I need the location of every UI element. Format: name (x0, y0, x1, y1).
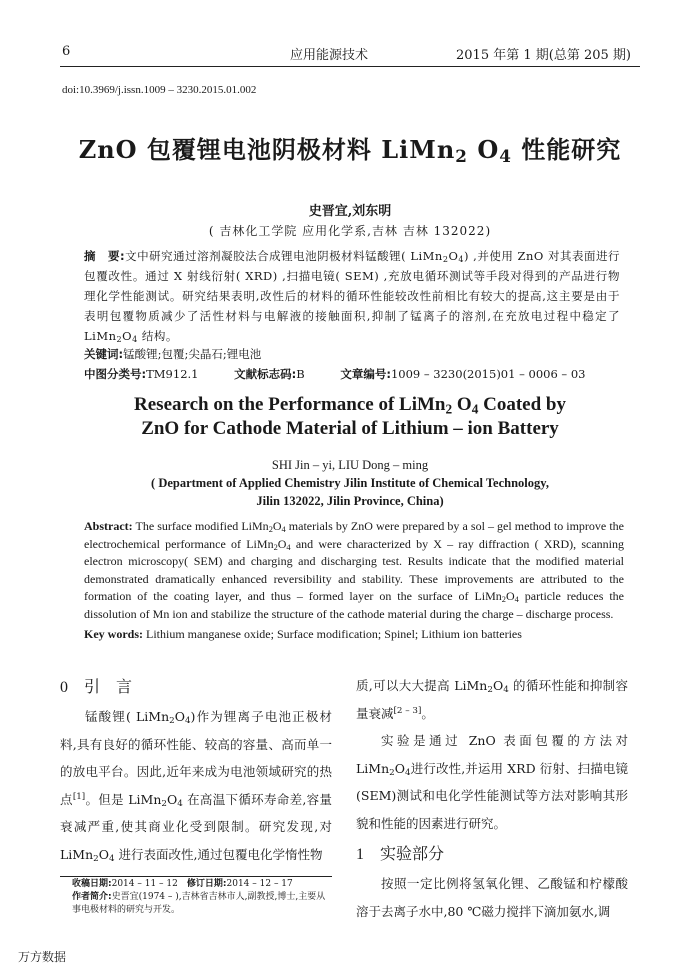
intro-paragraph: 锰酸锂( $LiMn_2O_4$)作为锂离子电池正极材料,具有良好的循环性能、较高的容量、高而单一的放电平台。因此,近年来成为电池领域研究的热点[1]。但是 $LiMn_2O_4$ 在高温下循环寿命差,容量衰减严重,使其商业化受到限制。研究发现,对 $LiMn_2O_4$ 进行表面改性,通过包覆电化学惰性物 (60, 709, 332, 864)
title-en-line2: ZnO for Cathode Material of Lithium – ion Battery (141, 418, 559, 439)
header-rule (60, 66, 640, 67)
section-heading-intro: 0 引 言 (60, 677, 133, 696)
section-heading-experiment: 1 实验部分 (356, 844, 445, 863)
affiliation-en-line1: ( Department of Applied Chemistry Jilin Institute of Chemical Technology, (151, 476, 549, 490)
doi: doi:10.3969/j.issn.1009 – 3230.2015.01.002 (62, 84, 257, 96)
journal-name: 应用能源技术 (290, 48, 369, 63)
left-column (60, 672, 332, 868)
classification-line: 中图分类号:TM912.1 文献标志码:B 文章编号:1009 – 3230(2015)01 – 0006 – 03 (84, 367, 586, 381)
affiliation-en-line2: Jilin 132022, Jilin Province, China) (256, 494, 444, 508)
title-en-line1: Research on the Performance of LiMn$_2$ $O_4$ Coated by (134, 394, 566, 417)
keywords-cn: 关键词:锰酸锂;包覆;尖晶石;锂电池 (84, 347, 262, 361)
affiliation-cn: ( 吉林化工学院 应用化学系,吉林 吉林 132022) (208, 224, 492, 238)
authors-en: SHI Jin – yi, LIU Dong – ming (271, 458, 429, 472)
authors-cn: 史晋宜,刘东明 (308, 204, 392, 219)
footnote-rule (60, 876, 332, 877)
method-paragraph: 实验是通过 ZnO 表面包覆的方法对 $LiMn_2O_4$进行改性,并运用 XRD 衍射、扫描电镜(SEM)测试和电化学性能测试等方法对影响其形貌和性能的因素进行研究。 (356, 733, 628, 831)
keywords-en: Key words: Lithium manganese oxide; Surface modification; Spinel; Lithium ion batteries (84, 626, 522, 641)
abstract-cn: 摘 要:文中研究通过溶剂凝胶法合成锂电池阴极材料锰酸锂( $LiMn_2O_4$) ,并使用 ZnO 对其表面进行包覆改性。通过 X 射线衍射( XRD) ,扫描电镜( SEM) ,充放电循环测试等手段对得到的产品进行物理化学性能测试。研究结果表明,改性后的材料的循环性能较改性前相比有较大的提高,这主要是由于表明包覆物质减少了活性材料与电解液的接触面积,抑制了锰离子的溶剂,在充放电过程中稳定了 $LiMn_2O_4$ 结构。 (84, 249, 620, 344)
watermark: 万方数据 (18, 950, 67, 964)
experiment-paragraph: 按照一定比例将氢氧化锂、乙酸锰和柠檬酸溶于去离子水中,80 ℃磁力搅拌下滴加氨水,调 (356, 876, 628, 919)
abstract-en: Abstract: The surface modified $LiMn_2O_4$ materials by ZnO were prepared by a sol – gel method to improve the electrochemical performance of $LiMn_2O_4$ and were characterized by X – ray diffraction ( XRD), scanning electron microscopy( SEM) and charging and discharging test. Results indicate that the modified material demonstrated dramatically enhanced reversibility and stability. These improvements are attributed to the formation of the coating layer, and thus – formed layer on the surface of $LiMn_2O_4$ particle reduces the dissolution of Mn ion and stabilize the structure of the cathode material during the charge – discharge process. Key words: Lithium manganese oxide; Surface modification; Spinel; Lithium ion batteries (84, 518, 624, 643)
page-number: 6 (62, 44, 71, 59)
right-column (356, 672, 628, 925)
issue-info: 2015 年第 1 期(总第 205 期) (456, 48, 631, 63)
footnote: 收稿日期:2014 – 11 – 12 修订日期:2014 – 12 – 17 作者简介:史晋宜(1974 – ),吉林省吉林市人,副教授,博士,主要从事电极材料的研究与开发。 (72, 879, 326, 915)
intro-paragraph-cont: 质,可以大大提高 $LiMn_2O_4$ 的循环性能和抑制容量衰减[2 – 3]。 (356, 678, 628, 721)
title-cn: ZnO 包覆锂电池阴极材料 LiMn$_2$ $O_4$ 性能研究 (78, 135, 622, 167)
